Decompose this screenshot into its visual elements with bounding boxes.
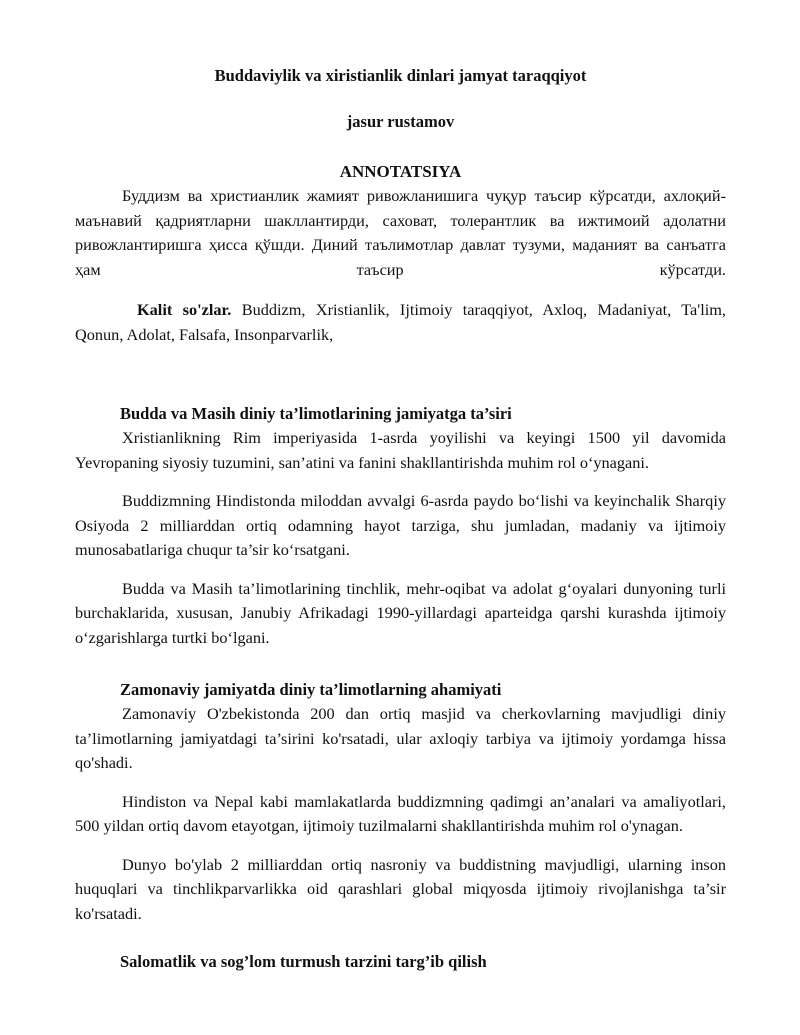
- annotation-heading: ANNOTATSIYA: [339, 162, 462, 181]
- section-heading-2: Zamonaviy jamiyatda diniy ta’limotlarning ahamiyati: [120, 680, 502, 699]
- section-1-paragraph-1: Xristianlikning Rim imperiyasida 1-asrda yoyilishi va keyingi 1500 yil davomida Yevropaning siyosiy tuzumini, san’atini va fanini shakllantirishda muhim rol o‘ynagani.: [75, 428, 726, 472]
- document-page: [75, 60, 726, 974]
- keywords-text: Buddizm, Xristianlik, Ijtimoiy taraqqiyot, Axloq, Madaniyat, Ta'lim, Qonun, Adolat, Falsafa, Insonparvarlik,: [75, 300, 726, 344]
- keywords-paragraph: [75, 298, 726, 347]
- section-1-paragraph-2: Buddizmning Hindistonda miloddan avvalgi 6-asrda paydo bo‘lishi va keyinchalik Sharqiy Osiyoda 2 milliarddan ortiq odamning hayot tarziga, shu jumladan, madaniy va ijtimoiy munosabatlariga chuqur ta’sir ko‘rsatgani.: [75, 491, 726, 559]
- section-heading-1: Budda va Masih diniy ta’limotlarining jamiyatga ta’siri: [120, 404, 512, 423]
- section-2-paragraph-3: Dunyo bo'ylab 2 milliarddan ortiq nasroniy va buddistning mavjudligi, ularning inson huquqlari va tinchlikparvarlikka oid qarashlari global miqyosda ijtimoiy rivojlanishga ta’sir ko'rsatadi.: [75, 854, 726, 923]
- author-name: jasur rustamov: [346, 112, 455, 131]
- section-heading-3: Salomatlik va sog’lom turmush tarzini targ’ib qilish: [120, 952, 487, 971]
- keywords-label: Kalit so'zlar.: [137, 300, 232, 319]
- annotation-text: Буддизм ва христианлик жамият ривожланишига чуқур таъсир кўрсатди, ахлоқий-маънавий қадриятларни шакллантирди, саховат, толерантлик ва ижтимоий адолатни ривожлантиришга ҳисса қўшди. Диний таълимотлар давлат тузуми, маданият ва санъатга ҳам таъсир кўрсатди.: [75, 186, 726, 279]
- section-2-paragraph-2: Hindiston va Nepal kabi mamlakatlarda buddizmning qadimgi an’analari va amaliyotlari, 500 yildan ortiq davom etayotgan, ijtimoiy tuzilmalarni shakllantirishda muhim rol o'ynagan.: [75, 791, 726, 835]
- section-2-paragraph-1: Zamonaviy O'zbekistonda 200 dan ortiq masjid va cherkovlarning mavjudligi diniy ta’limotlarning jamiyatdagi ta’sirini ko'rsatadi, ular axloqiy tarbiya va ijtimoiy yordamga hissa qo'shadi.: [75, 704, 726, 772]
- section-1-paragraph-3: Budda va Masih ta’limotlarining tinchlik, mehr-oqibat va adolat g‘oyalari dunyoning turli burchaklarida, xususan, Janubiy Afrikadagi 1990-yillardagi aparteidga qarshi kurashda ijtimoiy o‘zgarishlarga turtki bo‘lgani.: [75, 578, 726, 647]
- document-title: Buddaviylik va xiristianlik dinlari jamyat taraqqiyot: [214, 66, 587, 85]
